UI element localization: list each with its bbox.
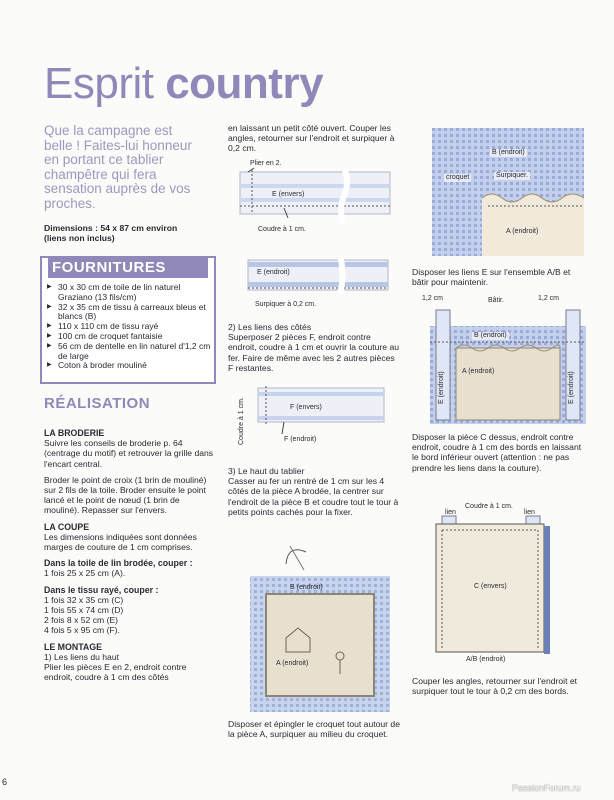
haut-block: [228, 466, 400, 517]
label-12cm-left: 1,2 cm: [422, 295, 444, 302]
label-a-endroit-3: A (endroit): [462, 368, 495, 375]
label-coudre-vertical: Coudre à 1 cm.: [238, 397, 245, 445]
croquet-text: Disposer et épingler le croquet tout autour de la pièce A, surpiquer au milieu du croquet.: [228, 719, 400, 740]
coupe-title: LA COUPE: [44, 521, 90, 532]
cotes-title: 2) Les liens des côtés: [228, 322, 312, 332]
diagram-croquet: [432, 128, 584, 256]
coupe-raye-title: Dans le tissu rayé, couper :: [44, 584, 159, 595]
supply-item: ▶ 30 x 30 cm de toile de lin naturel Graziano (13 fils/cm): [46, 283, 212, 303]
label-lien-left: lien: [445, 509, 456, 516]
label-croquet: croquet: [446, 174, 470, 181]
coupe-raye-item: 1 fois 32 x 35 cm (C): [44, 594, 124, 605]
label-e-endroit-v-right: E (endroit): [568, 371, 575, 404]
page-number: 6: [2, 777, 8, 787]
label-b-endroit: B (endroit): [290, 584, 323, 591]
supplies-list: [46, 283, 212, 371]
label-e-endroit: E (endroit): [257, 269, 290, 276]
label-e-endroit-v-left: E (endroit): [438, 371, 445, 404]
coupe-p1: Les dimensions indiquées sont données marges de couture de 1 cm comprises.: [44, 531, 197, 553]
supply-item: ▶ Coton à broder mouliné: [46, 361, 212, 371]
supply-item: ▶ 56 cm de dentelle en lin naturel d'1,2 cm de large: [46, 342, 212, 362]
broderie-title: LA BRODERIE: [44, 428, 105, 438]
stripe: [248, 282, 388, 287]
label-a-endroit-2: A (endroit): [506, 228, 539, 235]
label-a-endroit: A (endroit): [276, 660, 309, 667]
cotes-block: [228, 322, 400, 373]
page-title: [44, 58, 323, 110]
stripe: [258, 416, 384, 420]
coupe-lin-item: 1 fois 25 x 25 cm (A).: [44, 568, 126, 579]
label-batir: Bâtir.: [488, 297, 504, 304]
angles-text: Couper les angles, retourner sur l'endroit et surpiquer tout le tour à 0,2 cm des bords.: [412, 676, 578, 697]
label-12cm-right: 1,2 cm: [538, 295, 560, 302]
realisation-heading: RÉALISATION: [44, 395, 151, 412]
haut-text: Casser au fer un rentré de 1 cm sur les 4 côtés de la pièce A brodée, la centrer sur l'endroit de la pièce B et coudre tout le tour à petits points cachés pour la fixer.: [228, 476, 399, 517]
coupe-raye-item: 4 fois 5 x 95 cm (F).: [44, 625, 120, 636]
strip-shape: [240, 172, 390, 214]
stripe: [248, 262, 388, 267]
liens-p1: Plier les pièces E en 2, endroit contre endroit, coudre à 1 cm des côtés: [44, 662, 187, 683]
diagram-e-endroit: [228, 252, 404, 308]
embroidered-square: [266, 594, 374, 696]
title-bold: country: [165, 59, 324, 108]
label-b-endroit-3: B (endroit): [474, 332, 507, 339]
broderie-p1: Suivre les conseils de broderie p. 64 (centrage du motif) et retrouver la grille dans l'encart central.: [44, 438, 214, 469]
cotes-text: Superposer 2 pièces F, endroit contre endroit, coudre à 1 cm et ouvrir la couture au fer. Faire de même avec les 2 autres pièces F restantes.: [228, 332, 400, 373]
dimensions-value: 54 x 87 cm environ: [100, 223, 178, 233]
supply-item: ▶ 32 x 35 cm de tissu à carreaux bleus et blancs (B): [46, 303, 212, 323]
label-lien-right: lien: [524, 509, 535, 516]
dimensions-note: (liens non inclus): [44, 233, 115, 243]
column-1: [44, 428, 214, 688]
liens-e-text: Disposer les liens E sur l'ensemble A/B et bâtir pour maintenir.: [412, 267, 571, 288]
title-light: Esprit: [44, 59, 166, 108]
label-b-endroit-2: B (endroit): [492, 149, 525, 156]
lace-edge: [482, 194, 584, 256]
stripe: [240, 184, 390, 188]
piece-c-text: Disposer la pièce C dessus, endroit contre endroit, coudre à 1 cm des bords en laissant le bord inférieur ouvert (attention : ne pas prendre les liens dans la couture).: [412, 432, 582, 473]
pointer-line: [282, 422, 284, 434]
label-f-envers: F (envers): [290, 404, 322, 411]
pointer-line: [248, 168, 254, 172]
label-f-endroit: F (endroit): [284, 436, 317, 443]
label-e-envers: E (envers): [272, 191, 305, 198]
label-surpiquer: Surpiquer à 0,2 cm.: [255, 301, 317, 308]
intro-text: Que la campagne est belle ! Faites-lui honneur en portant ce tablier champêtre qui fera sensation auprès de vos proches.: [44, 123, 192, 211]
label-c-envers: C (envers): [474, 583, 507, 590]
watermark: PassionForum.ru: [512, 783, 581, 793]
diagram-piece-c: [430, 508, 586, 668]
dimensions-label: Dimensions :: [44, 223, 101, 233]
label-coudre-top: Coudre à 1 cm.: [465, 503, 513, 510]
coupe-raye-item: 1 fois 55 x 74 cm (D): [44, 605, 124, 616]
supply-item: ▶ 110 x 110 cm de tissu rayé: [46, 322, 212, 332]
coupe-lin-title: Dans la toile de lin brodée, couper :: [44, 558, 193, 569]
diagram-ties: [430, 306, 586, 424]
liens-p2: en laissant un petit côté ouvert. Couper les angles, retourner sur l'endroit et surpiquer à 0,2 cm.: [228, 123, 395, 154]
montage-title: LE MONTAGE: [44, 641, 102, 652]
coupe-raye-item: 2 fois 8 x 52 cm (E): [44, 615, 119, 626]
liens-title: 1) Les liens du haut: [44, 651, 120, 662]
label-plier: Plier en 2.: [250, 160, 282, 167]
stripe: [240, 198, 390, 202]
stripe-edge: [544, 526, 550, 654]
cut-mark: [340, 256, 343, 294]
label-ab-endroit: A/B (endroit): [466, 656, 506, 663]
diagram-embroidery: [236, 542, 396, 718]
stripe: [258, 392, 384, 396]
haut-title: 3) Le haut du tablier: [228, 466, 305, 476]
broderie-p2: Broder le point de croix (1 brin de mouliné) sur 2 fils de la toile. Broder ensuite le point lancé et le point de nœud (1 brin de mouliné). Repasser sur l'envers.: [44, 474, 207, 516]
embroidered-square: [456, 348, 560, 420]
diagram-e-folded: [228, 158, 404, 238]
supplies-heading: FOURNITURES: [48, 258, 208, 278]
supply-item: ▶ 100 cm de croquet fantaisie: [46, 332, 212, 342]
dimensions: [44, 223, 214, 243]
label-coudre1: Coudre à 1 cm.: [258, 226, 306, 233]
label-surpiquer-short: Surpiquer.: [496, 172, 528, 179]
